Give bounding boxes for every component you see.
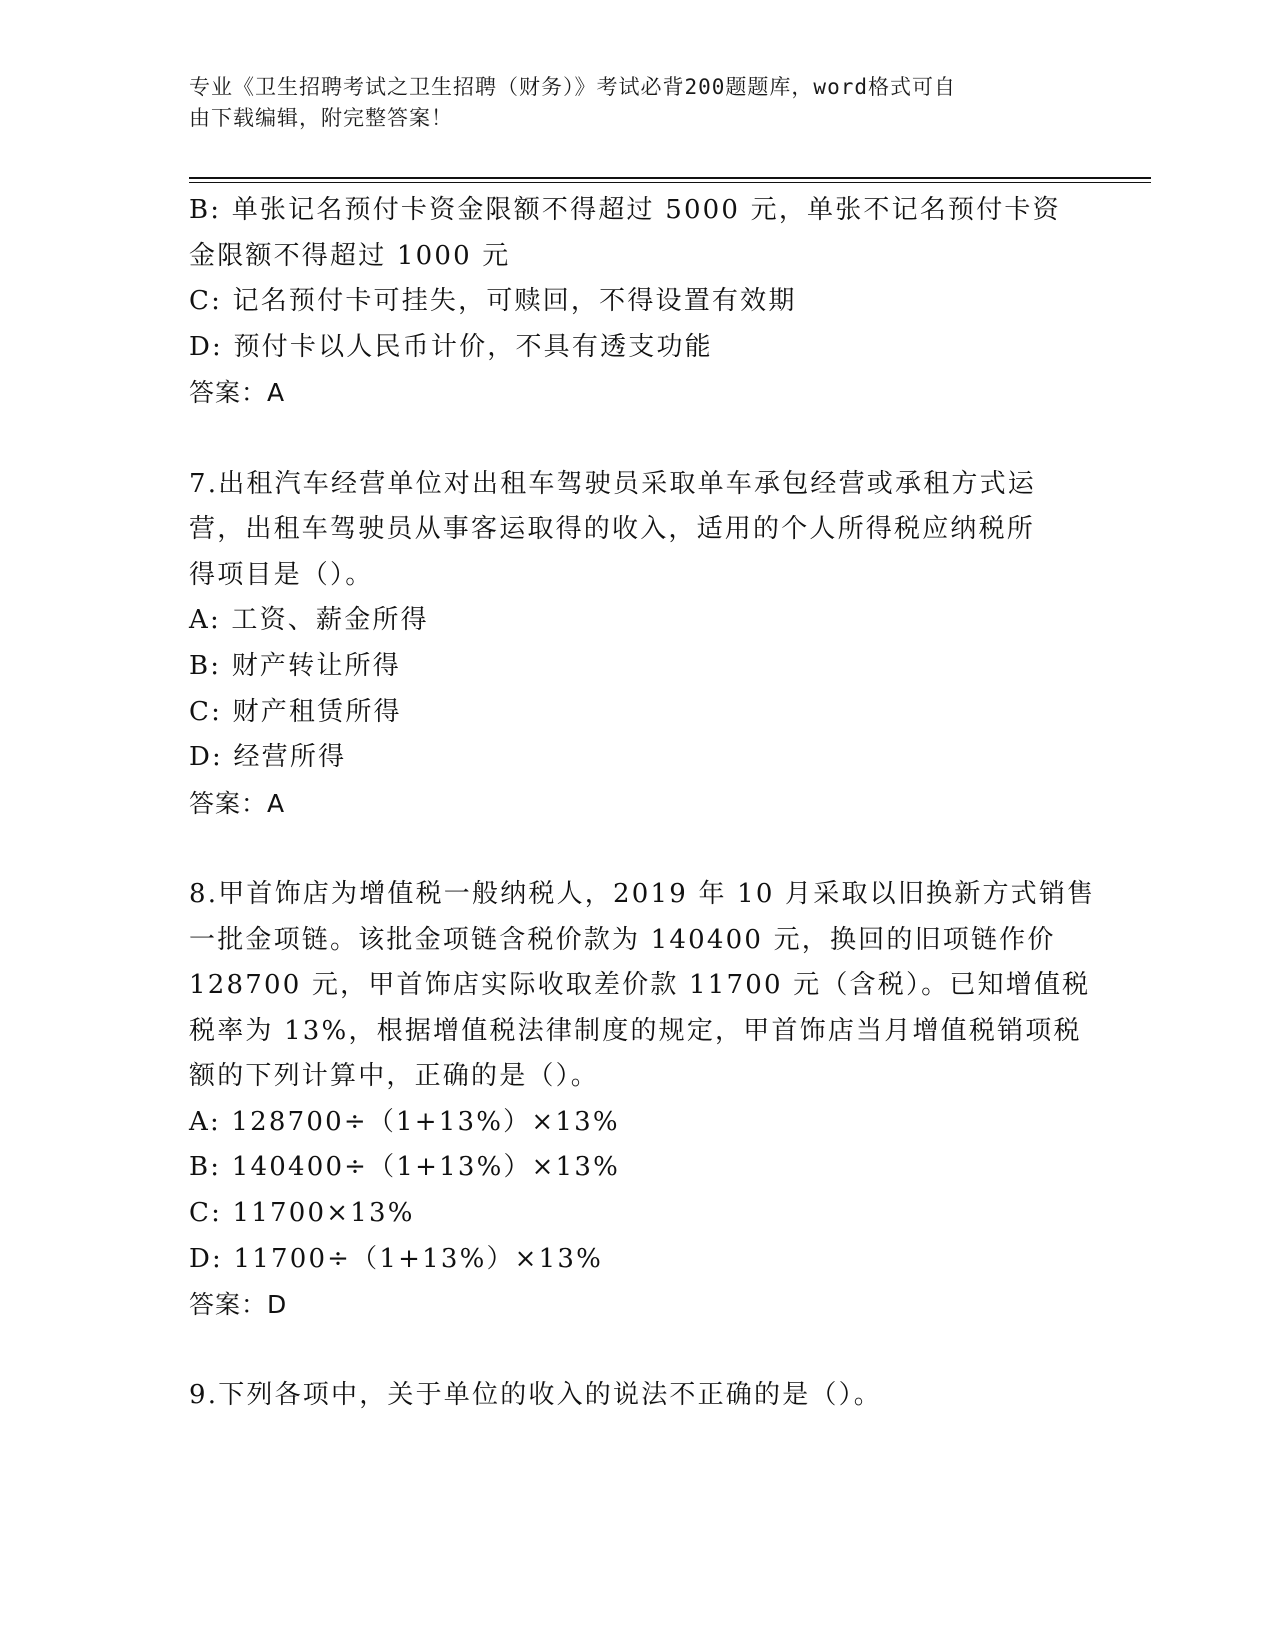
q6-answer: 答案：A (189, 378, 286, 408)
question-7 (189, 462, 1089, 827)
q8-answer: 答案：D (189, 1290, 288, 1320)
document-body (189, 188, 1096, 1419)
q7-option-c: C: 财产租赁所得 (189, 696, 402, 727)
spacer (189, 416, 1089, 462)
spacer (189, 826, 1089, 872)
q7-stem-line-3: 得项目是（）。 (189, 559, 374, 590)
q8-option-a: A: 128700÷（1+13%）×13% (189, 1106, 620, 1137)
question-8 (189, 872, 1096, 1328)
q8-stem-line-1: 8.甲首饰店为增值税一般纳税人，2019 年 10 月采取以旧换新方式销售 (189, 878, 1096, 909)
q8-stem-line-4: 税率为 13%，根据增值税法律制度的规定，甲首饰店当月增值税销项税 (189, 1015, 1082, 1046)
header-line-1: 专业《卫生招聘考试之卫生招聘（财务）》考试必背200题题库，word格式可自 (189, 75, 956, 99)
q6-option-b-line-2: 金限额不得超过 1000 元 (189, 240, 511, 271)
q7-answer: 答案：A (189, 788, 286, 818)
q6-option-d: D: 预付卡以人民币计价，不具有透支功能 (189, 331, 713, 362)
q9-stem-line-1: 9.下列各项中，关于单位的收入的说法不正确的是（）。 (189, 1380, 883, 1411)
question-9 (189, 1373, 1089, 1419)
q8-stem-line-3: 128700 元，甲首饰店实际收取差价款 11700 元（含税）。已知增值税 (189, 970, 1091, 1001)
q6-option-b-line-1: B: 单张记名预付卡资金限额不得超过 5000 元，单张不记名预付卡资 (189, 195, 1061, 225)
q7-stem-line-1: 7.出租汽车经营单位对出租车驾驶员采取单车承包经营或承租方式运 (189, 468, 1037, 499)
q6-option-c: C: 记名预付卡可挂失，可赎回，不得设置有效期 (189, 286, 797, 317)
q7-option-b: B: 财产转让所得 (189, 650, 401, 681)
document-header (189, 72, 1069, 134)
q7-stem-line-2: 营，出租车驾驶员从事客运取得的收入，适用的个人所得税应纳税所 (189, 514, 1036, 545)
header-line-2: 由下载编辑，附完整答案！ (189, 106, 453, 130)
q8-option-b: B: 140400÷（1+13%）×13% (189, 1152, 621, 1183)
question-6-continued (189, 188, 1089, 416)
q8-stem-line-5: 额的下列计算中，正确的是（）。 (189, 1061, 600, 1092)
q7-option-a: A: 工资、薪金所得 (189, 605, 429, 636)
q8-option-c: C: 11700×13% (189, 1198, 415, 1229)
header-divider-thick (189, 177, 1151, 179)
q7-option-d: D: 经营所得 (189, 742, 347, 773)
spacer (189, 1328, 1089, 1374)
q8-stem-line-2: 一批金项链。该批金项链含税价款为 140400 元，换回的旧项链作价 (189, 924, 1056, 955)
q8-option-d: D: 11700÷（1+13%）×13% (189, 1243, 604, 1274)
header-divider-thin (189, 182, 1151, 183)
